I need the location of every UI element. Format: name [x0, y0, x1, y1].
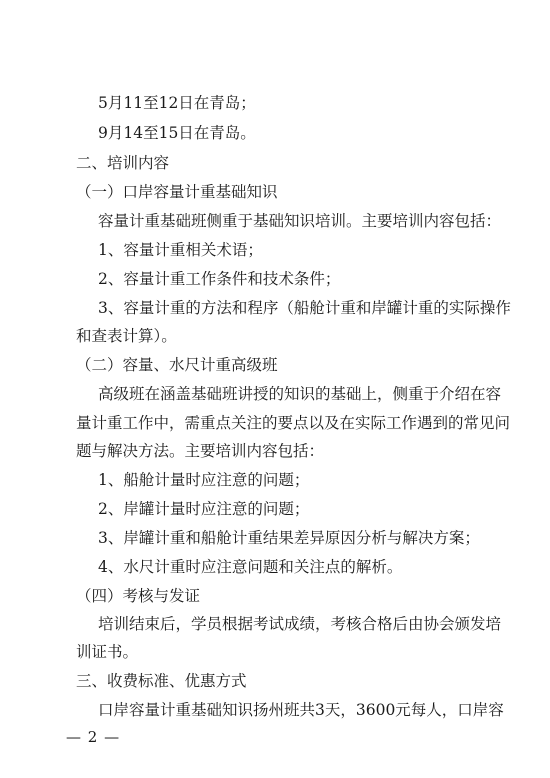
list-item: 2、容量计重工作条件和技术条件； [98, 270, 341, 288]
subsection-heading-basic: （一）口岸容量计重基础知识 [76, 183, 278, 201]
list-item: 1、船舱计量时应注意的问题； [98, 471, 310, 489]
section-heading-fees: 三、收费标准、优惠方式 [76, 672, 247, 690]
paragraph-line: 培训结束后，学员根据考试成绩，考核合格后由协会颁发培 [98, 615, 502, 633]
paragraph-line: 容量计重基础班侧重于基础知识培训。主要培训内容包括： [98, 212, 502, 230]
schedule-line-qingdao-sep: 9月14至15日在青岛。 [98, 124, 256, 142]
paragraph-line: 训证书。 [76, 643, 139, 661]
section-heading-training-content: 二、培训内容 [76, 154, 170, 172]
page-number: — 2 — [66, 728, 121, 746]
list-item: 3、岸罐计重和船舱计重结果差异原因分析与解决方案； [98, 529, 480, 547]
paragraph-line: 口岸容量计重基础知识扬州班共3天，3600元每人，口岸容 [98, 701, 504, 719]
paragraph-line: 高级班在涵盖基础班讲授的知识的基础上，侧重于介绍在容 [98, 385, 502, 403]
list-item: 1、容量计重相关术语； [98, 241, 263, 259]
paragraph-line: 题与解决方法。主要培训内容包括： [76, 442, 325, 460]
paragraph-line: 量计重工作中，需重点关注的要点以及在实际工作遇到的常见问 [76, 414, 511, 432]
schedule-line-qingdao-may: 5月11至12日在青岛； [98, 94, 256, 112]
list-item: 4、水尺计重时应注意问题和关注点的解析。 [98, 558, 403, 576]
paragraph-line: 和查表计算）。 [76, 327, 177, 345]
list-item: 3、容量计重的方法和程序（船舱计重和岸罐计重的实际操作 [98, 299, 511, 317]
subsection-heading-assessment: （四）考核与发证 [76, 587, 201, 605]
subsection-heading-advanced: （二）容量、水尺计重高级班 [76, 356, 278, 374]
list-item: 2、岸罐计量时应注意的问题； [98, 500, 310, 518]
